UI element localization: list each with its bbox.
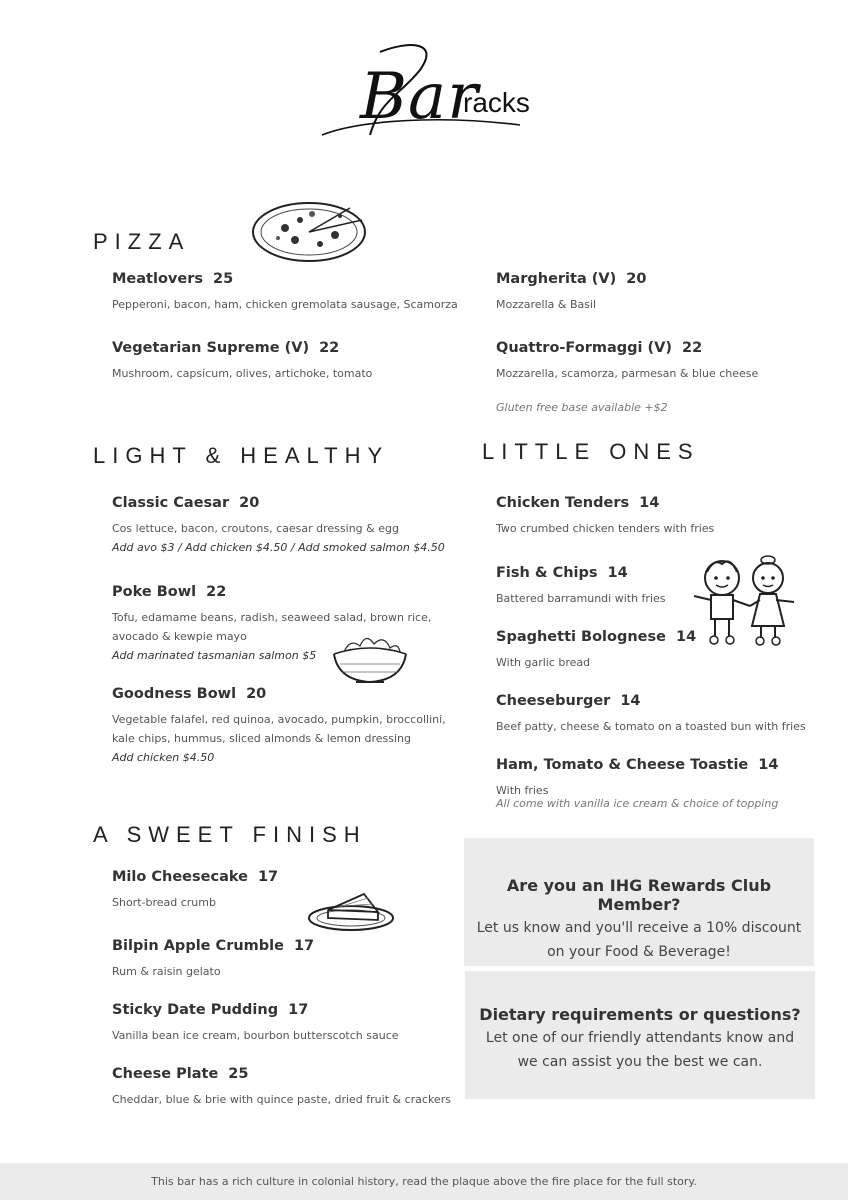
item-name: Cheeseburger [496,693,611,709]
kids-icon [688,552,802,652]
item-name: Meatlovers [112,271,203,287]
item-desc: Mozzarella & Basil [496,298,597,311]
item-desc: Cheddar, blue & brie with quince paste, dried fruit & crackers [112,1093,451,1106]
menu-item [112,1063,451,1109]
section-title-pizza: PIZZA [93,229,191,254]
item-desc: With fries [496,784,549,797]
ihg-rewards-text: on your Food & Beverage! [547,944,731,960]
item-desc-line: avocado & kewpie mayo [112,630,247,643]
item-name: Classic Caesar [112,495,230,511]
item-name: Vegetarian Supreme (V) [112,340,310,356]
menu-item [112,866,278,912]
menu-item [496,562,666,608]
menu-item [112,999,399,1045]
item-desc: Mushroom, capsicum, olives, artichoke, tomato [112,367,373,380]
pizza-note: Gluten free base available +$2 [496,401,668,414]
logo [320,40,540,150]
item-desc: Mozzarella, scamorza, parmesan & blue cheese [496,367,759,380]
dietary-text: we can assist you the best we can. [517,1054,763,1070]
footer-text: This bar has a rich culture in colonial history, read the plaque above the fire place for the full story. [151,1175,697,1188]
item-desc: Vanilla bean ice cream, bourbon butterscotch sauce [112,1029,399,1042]
item-price: 22 [206,584,227,600]
item-note: Add chicken $4.50 [112,751,215,764]
item-desc: With garlic bread [496,656,591,669]
item-note: Add avo $3 / Add chicken $4.50 / Add smoked salmon $4.50 [112,541,445,554]
item-price: 22 [319,340,340,356]
item-price: 14 [620,693,641,709]
ihg-rewards-title: Are you an IHG Rewards Club Member? [506,876,772,914]
item-desc-line: Vegetable falafel, red quinoa, avocado, pumpkin, broccollini, [112,713,446,726]
item-desc: Rum & raisin gelato [112,965,221,978]
logo-script-text: Bar [360,60,479,134]
item-desc: Battered barramundi with fries [496,592,666,605]
item-name: Chicken Tenders [496,495,630,511]
item-name: Poke Bowl [112,584,197,600]
item-price: 20 [626,271,647,287]
item-desc: Cos lettuce, bacon, croutons, caesar dressing & egg [112,522,399,535]
footer [0,1163,848,1200]
item-name: Milo Cheesecake [112,869,248,885]
item-price: 17 [257,869,279,885]
menu-item [112,337,372,383]
item-name: Quattro-Formaggi (V) [496,340,673,356]
item-price: 17 [288,1002,309,1018]
item-price: 14 [758,757,779,773]
item-desc [112,710,446,748]
item-name: Goodness Bowl [112,686,237,702]
menu-item [112,492,445,557]
dietary-title: Dietary requirements or questions? [479,1005,801,1024]
dietary-box [465,971,815,1099]
item-desc: Short-bread crumb [112,896,216,909]
item-price: 14 [639,495,660,511]
item-desc: Pepperoni, bacon, ham, chicken gremolata sausage, Scamorza [112,298,458,311]
item-name: Bilpin Apple Crumble [112,938,284,954]
menu-item [112,268,458,314]
item-name: Margherita (V) [496,271,617,287]
item-name: Cheese Plate [112,1066,219,1082]
section-title-light: LIGHT & HEALTHY [93,443,390,468]
little-ones-note: All come with vanilla ice cream & choice of topping [496,797,779,810]
item-name: Sticky Date Pudding [112,1002,279,1018]
item-price: 14 [607,565,628,581]
item-price: 25 [228,1066,249,1082]
dietary-text: Let one of our friendly attendants know and [485,1030,795,1046]
menu-item [496,337,758,383]
item-desc: Two crumbed chicken tenders with fries [496,522,715,535]
item-desc-line: Tofu, edamame beans, radish, seaweed salad, brown rice, [112,611,432,624]
section-title-little: LITTLE ONES [482,439,700,464]
item-desc-line: kale chips, hummus, sliced almonds & lemon dressing [112,732,411,745]
item-price: 25 [212,271,234,287]
ihg-rewards-box [464,838,814,966]
section-title-sweet: A SWEET FINISH [93,822,367,847]
logo-plain-text: racks [463,87,530,118]
menu-item [496,690,806,736]
menu-item [496,754,778,800]
item-note: Add marinated tasmanian salmon $5 [112,649,317,662]
ihg-rewards-text: Let us know and you'll receive a 10% discount [476,920,802,936]
menu-item [112,935,314,981]
item-price: 20 [239,495,260,511]
item-name: Fish & Chips [496,565,598,581]
item-name: Spaghetti Bolognese [496,629,666,645]
item-desc: Beef patty, cheese & tomato on a toasted bun with fries [496,720,806,733]
pizza-icon [250,200,368,264]
menu-item [496,492,714,538]
item-price: 17 [293,938,315,954]
item-price: 20 [246,686,267,702]
cheesecake-icon [306,886,396,934]
menu-item [496,626,696,672]
menu-item [112,683,446,767]
salad-bowl-icon [330,630,410,688]
item-price: 14 [675,629,697,645]
menu-item [496,268,646,314]
item-price: 22 [682,340,703,356]
item-name: Ham, Tomato & Cheese Toastie [496,757,749,773]
